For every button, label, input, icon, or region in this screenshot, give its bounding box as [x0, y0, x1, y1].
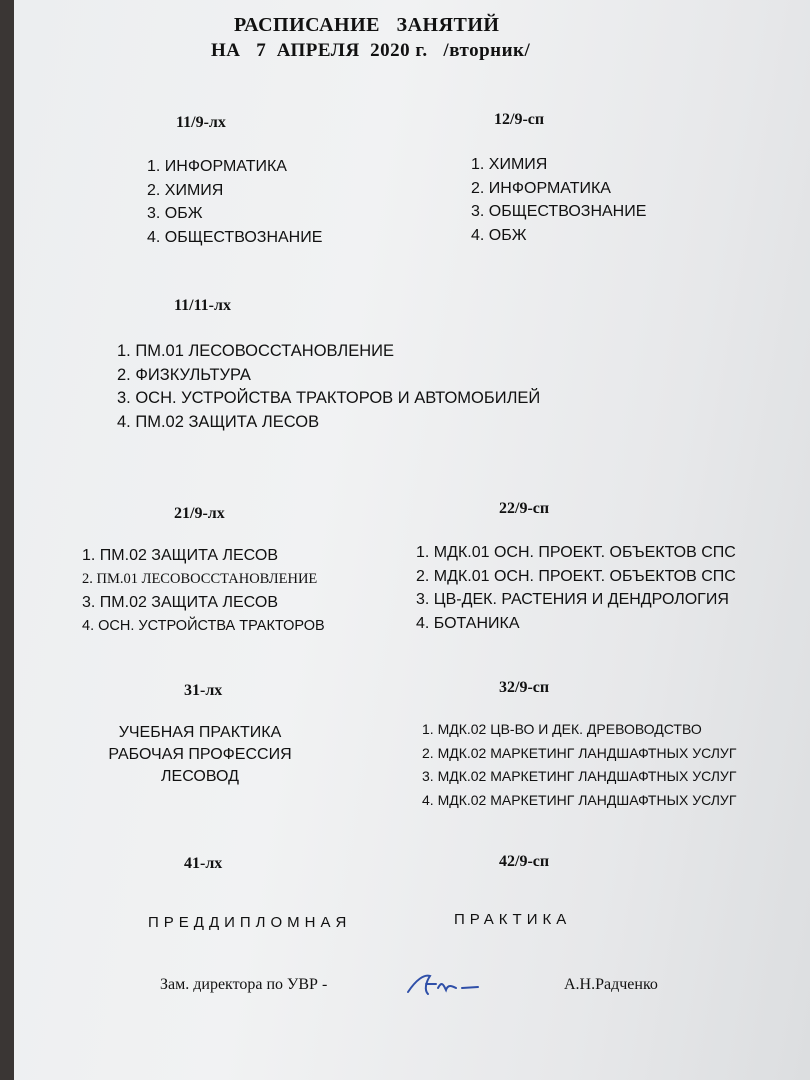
schedule-sheet [14, 0, 810, 1080]
group-41-name: 41-лх [184, 855, 223, 872]
practice-word-1: ПРЕДДИПЛОМНАЯ [148, 914, 352, 931]
group-42-9-name: 42/9-сп [499, 853, 550, 870]
list-item: 3. ПМ.02 ЗАЩИТА ЛЕСОВ [82, 594, 278, 611]
title-line-2: НА 7 АПРЕЛЯ 2020 г. /вторник/ [211, 40, 531, 61]
practice-line: ЛЕСОВОД [161, 768, 239, 785]
signature-name: А.Н.Радченко [564, 976, 658, 993]
list-item: 2. МДК.01 ОСН. ПРОЕКТ. ОБЪЕКТОВ СПС [416, 567, 736, 585]
list-item: 4. ОБЩЕСТВОЗНАНИЕ [147, 228, 323, 246]
group-22-9-lessons [416, 541, 736, 635]
list-item: 4. БОТАНИКА [416, 614, 520, 632]
group-21-9-lessons [82, 544, 325, 638]
list-item: 2. ИНФОРМАТИКА [471, 179, 611, 197]
group-12-9-name: 12/9-сп [494, 111, 545, 128]
list-item: 1. ПМ.02 ЗАЩИТА ЛЕСОВ [82, 547, 278, 564]
group-11-9-lessons [147, 155, 322, 249]
list-item: 3. МДК.02 МАРКЕТИНГ ЛАНДШАФТНЫХ УСЛУГ [422, 768, 737, 784]
list-item: 2. ХИМИЯ [147, 181, 224, 199]
group-21-9-name: 21/9-лх [174, 505, 225, 522]
list-item: 1. МДК.02 ЦВ-ВО И ДЕК. ДРЕВОВОДСТВО [422, 721, 702, 737]
list-item: 2. ФИЗКУЛЬТУРА [117, 365, 251, 384]
list-item: 2. МДК.02 МАРКЕТИНГ ЛАНДШАФТНЫХ УСЛУГ [422, 744, 737, 761]
list-item: 3. ЦВ-ДЕК. РАСТЕНИЯ И ДЕНДРОЛОГИЯ [416, 591, 729, 608]
list-item: 1. ПМ.01 ЛЕСОВОССТАНОВЛЕНИЕ [117, 342, 394, 360]
group-11-11-lessons [117, 340, 540, 434]
group-12-9-lessons [471, 153, 646, 247]
group-11-11-name: 11/11-лх [174, 297, 231, 314]
practice-line: УЧЕБНАЯ ПРАКТИКА [118, 724, 282, 741]
list-item: 3. ОБЩЕСТВОЗНАНИЕ [471, 203, 647, 220]
group-11-9-name: 11/9-лх [176, 114, 226, 131]
list-item: 2. ПМ.01 ЛЕСОВОССТАНОВЛЕНИЕ [82, 570, 318, 587]
practice-word-2: ПРАКТИКА [454, 911, 572, 928]
group-32-9-name: 32/9-сп [499, 679, 550, 696]
group-31-name: 31-лх [184, 682, 223, 699]
list-item: 4. МДК.02 МАРКЕТИНГ ЛАНДШАФТНЫХ УСЛУГ [422, 791, 737, 808]
group-31-practice [91, 722, 309, 788]
list-item: 3. ОСН. УСТРОЙСТВА ТРАКТОРОВ И АВТОМОБИЛЕЙ [117, 389, 541, 407]
list-item: 1. МДК.01 ОСН. ПРОЕКТ. ОБЪЕКТОВ СПС [416, 544, 736, 561]
group-32-9-lessons [422, 718, 736, 812]
list-item: 1. ИНФОРМАТИКА [147, 158, 287, 175]
title-line-1: РАСПИСАНИЕ ЗАНЯТИЙ [234, 14, 500, 36]
list-item: 1. ХИМИЯ [471, 156, 548, 173]
practice-line: РАБОЧАЯ ПРОФЕССИЯ [108, 746, 292, 763]
list-item: 3. ОБЖ [147, 205, 203, 222]
list-item: 4. ОСН. УСТРОЙСТВА ТРАКТОРОВ [82, 617, 325, 634]
list-item: 4. ОБЖ [471, 226, 527, 244]
list-item: 4. ПМ.02 ЗАЩИТА ЛЕСОВ [117, 412, 320, 431]
handwritten-signature [404, 966, 484, 1000]
signature-position: Зам. директора по УВР - [160, 976, 328, 993]
group-22-9-name: 22/9-сп [499, 500, 550, 517]
